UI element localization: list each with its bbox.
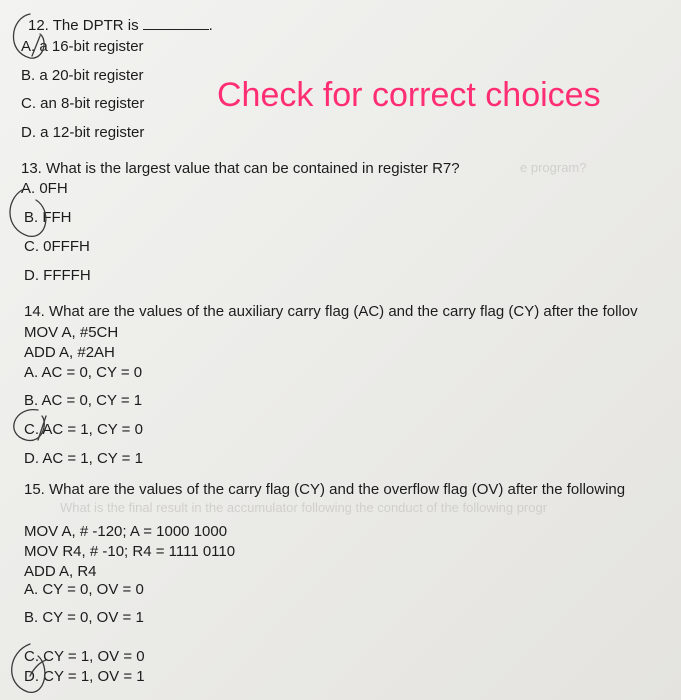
q13-stem: 13. What is the largest value that can be contained in register R7? [21,160,460,177]
q13-option-b[interactable]: B. FFH [24,209,72,226]
q13-option-d[interactable]: D. FFFFH [24,267,91,284]
q14-option-c[interactable]: C. AC = 1, CY = 0 [24,421,143,438]
q14-code-line: MOV A, #5CH [24,324,119,341]
q14-stem: 14. What are the values of the auxiliary carry flag (AC) and the carry flag (CY) after the follov [24,303,638,320]
q12-option-b[interactable]: B. a 20-bit register [21,67,144,84]
q13-option-c[interactable]: C. 0FFFH [24,238,90,255]
bleed-through-text: What is the final result in the accumulator following the conduct of the following progr [60,500,548,515]
q15-option-b[interactable]: B. CY = 0, OV = 1 [24,609,144,626]
check-choices-banner: Check for correct choices [217,76,601,114]
q14-option-d[interactable]: D. AC = 1, CY = 1 [24,450,143,467]
answer-blank [143,29,209,30]
bleed-through-text: e program? [520,160,587,175]
q15-code-line: MOV A, # -120; A = 1000 1000 [24,523,228,540]
q14-option-b[interactable]: B. AC = 0, CY = 1 [24,392,143,409]
q15-option-d[interactable]: D. CY = 1, OV = 1 [24,668,145,685]
q15-stem: 15. What are the values of the carry flag (CY) and the overflow flag (OV) after the following [24,481,626,498]
q15-code-line: ADD A, R4 [24,563,97,580]
q14-code-line: ADD A, #2AH [24,344,115,361]
q14-option-a[interactable]: A. AC = 0, CY = 0 [24,364,143,381]
q15-code-line: MOV R4, # -10; R4 = 1111 0110 [24,543,236,560]
q15-option-a[interactable]: A. CY = 0, OV = 0 [24,581,144,598]
q12-stem: 12. The DPTR is . [28,17,213,34]
q13-option-a[interactable]: A. 0FH [21,180,68,197]
q15-option-c[interactable]: C. CY = 1, OV = 0 [24,648,145,665]
q12-option-d[interactable]: D. a 12-bit register [21,124,145,141]
q12-option-a[interactable]: A. a 16-bit register [21,38,144,55]
q12-option-c[interactable]: C. an 8-bit register [21,95,145,112]
